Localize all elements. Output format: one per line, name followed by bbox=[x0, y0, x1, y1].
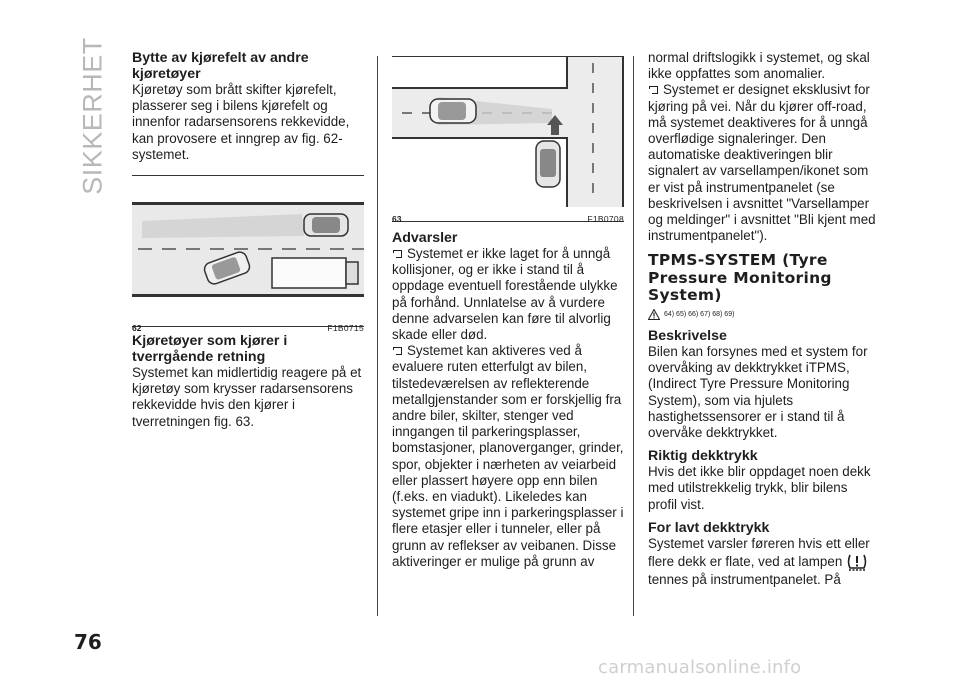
figure-63-caption bbox=[392, 214, 624, 224]
figure-62 bbox=[132, 176, 364, 334]
warning-bullet-2 bbox=[392, 343, 624, 570]
warning-bullet-1-text: Systemet er ikke laget for å unngå kollisjoner, og er ikke i stand til å oppdage eventuell forestående ulykke på forhånd. Unnlatelse av å vurdere denne advarselen kan føre til alvorlig skade eller død. bbox=[392, 246, 618, 343]
para-description: Bilen kan forsynes med et system for overvåking av dekktrykket iTPMS, (Indirect Tyre Pressure Monitoring System), som via hjulets hastighetssensorer er i stand til å overvåke dekktrykket. bbox=[648, 343, 868, 440]
warning-refs-text: 64) 65) 66) 67) 68) 69) bbox=[664, 310, 735, 318]
warning-bullet-2-text: Systemet kan aktiveres ved å evaluere ruten etterfulgt av bilen, tilstedeværelsen av reflekterende metallgjenstander som er forskjellig fra andre biler, skilter, stenger ved inngangen til parkeringsplasser, bomstasjoner, planoverganger, grinder, spor, objekter i nærheten av veiarbeid eller plassert høyere opp enn bilen (f.eks. en viadukt). Likeledes kan systemet gripe inn i parkeringsplasser i flere etasjer eller i tunneler, eller på grunn av reflekser av veibanen. Disse aktiveringer er mulige på grunn av bbox=[392, 343, 624, 569]
heading-cross-traffic: Kjøretøyer som kjører i tverrgående retning bbox=[132, 333, 288, 366]
figure-63-illustration bbox=[392, 57, 624, 207]
para-low-pressure-text-a: Systemet varsler føreren hvis ett eller flere dekk er flate, ved at lampen bbox=[648, 535, 870, 569]
column-divider bbox=[377, 56, 378, 616]
para-low-pressure-text-b: tennes på instrumentpanelet. På bbox=[648, 571, 841, 587]
book-icon bbox=[392, 249, 403, 259]
watermark: carmanualsonline.info bbox=[598, 657, 802, 678]
para-lane-change: Kjøretøy som brått skifter kjørefelt, plasserer seg i bilens kjørefelt og innenfor radarsensorens rekkevidde, kan provosere et inngrep av fig. 62- systemet. bbox=[132, 82, 350, 162]
para-continued: normal driftslogikk i systemet, og skal ikke oppfattes som anomalier. bbox=[648, 50, 870, 82]
figure-62-caption bbox=[132, 323, 364, 333]
book-icon bbox=[392, 346, 403, 356]
warning-bullet-1 bbox=[392, 246, 624, 343]
book-icon bbox=[648, 85, 659, 95]
warning-refs bbox=[648, 309, 880, 320]
para-low-pressure bbox=[648, 536, 880, 588]
figure-63 bbox=[392, 57, 624, 224]
heading-low-pressure: For lavt dekktrykk bbox=[648, 519, 770, 536]
section-title-text: SIKKERHET bbox=[77, 37, 108, 195]
column-1 bbox=[132, 50, 364, 430]
column-divider bbox=[633, 56, 634, 616]
heading-correct-pressure: Riktig dekktrykk bbox=[648, 448, 758, 465]
figure-62-code: F1B0715 bbox=[327, 323, 364, 334]
column-2 bbox=[392, 50, 624, 570]
heading-warnings: Advarsler bbox=[392, 230, 458, 246]
figure-62-illustration bbox=[132, 176, 364, 316]
para-cross-traffic: Systemet kan midlertidig reagere på et kjøretøy som krysser radarsensorens rekkevidde hvis den kjører i tverretningen fig. 63. bbox=[132, 365, 362, 429]
heading-lane-change: Bytte av kjørefelt av andre kjøretøyer bbox=[132, 50, 309, 82]
figure-63-code: F1B0708 bbox=[587, 214, 624, 224]
heading-tpms: TPMS-SYSTEM (Tyre Pressure Monitoring System) bbox=[648, 251, 832, 305]
warning-triangle-icon bbox=[648, 309, 660, 320]
page-number: 76 bbox=[74, 630, 102, 654]
column-3 bbox=[648, 50, 880, 588]
figure-62-number: 62 bbox=[132, 323, 142, 334]
para-correct-pressure: Hvis det ikke blir oppdaget noen dekk med utilstrekkelig trykk, blir bilens profil vist. bbox=[648, 464, 871, 512]
figure-63-number: 63 bbox=[392, 214, 402, 224]
warning-bullet-3 bbox=[648, 82, 880, 244]
heading-description: Beskrivelse bbox=[648, 327, 727, 344]
warning-bullet-3-text: Systemet er designet eksklusivt for kjøring på vei. Når du kjører off-road, må systemet deaktiveres for å unngå overflødige signaleringer. Den automatiske deaktiveringen blir signalert av varsellampen/ikonet som er vist på instrumentpanelet (se beskrivelsen i avsnittet "Varsellamper og meldinger" i avsnittet "Bli kjent med instrumentpanelet"). bbox=[648, 82, 876, 244]
tyre-pressure-warning-icon bbox=[846, 552, 868, 572]
section-title bbox=[77, 37, 108, 195]
